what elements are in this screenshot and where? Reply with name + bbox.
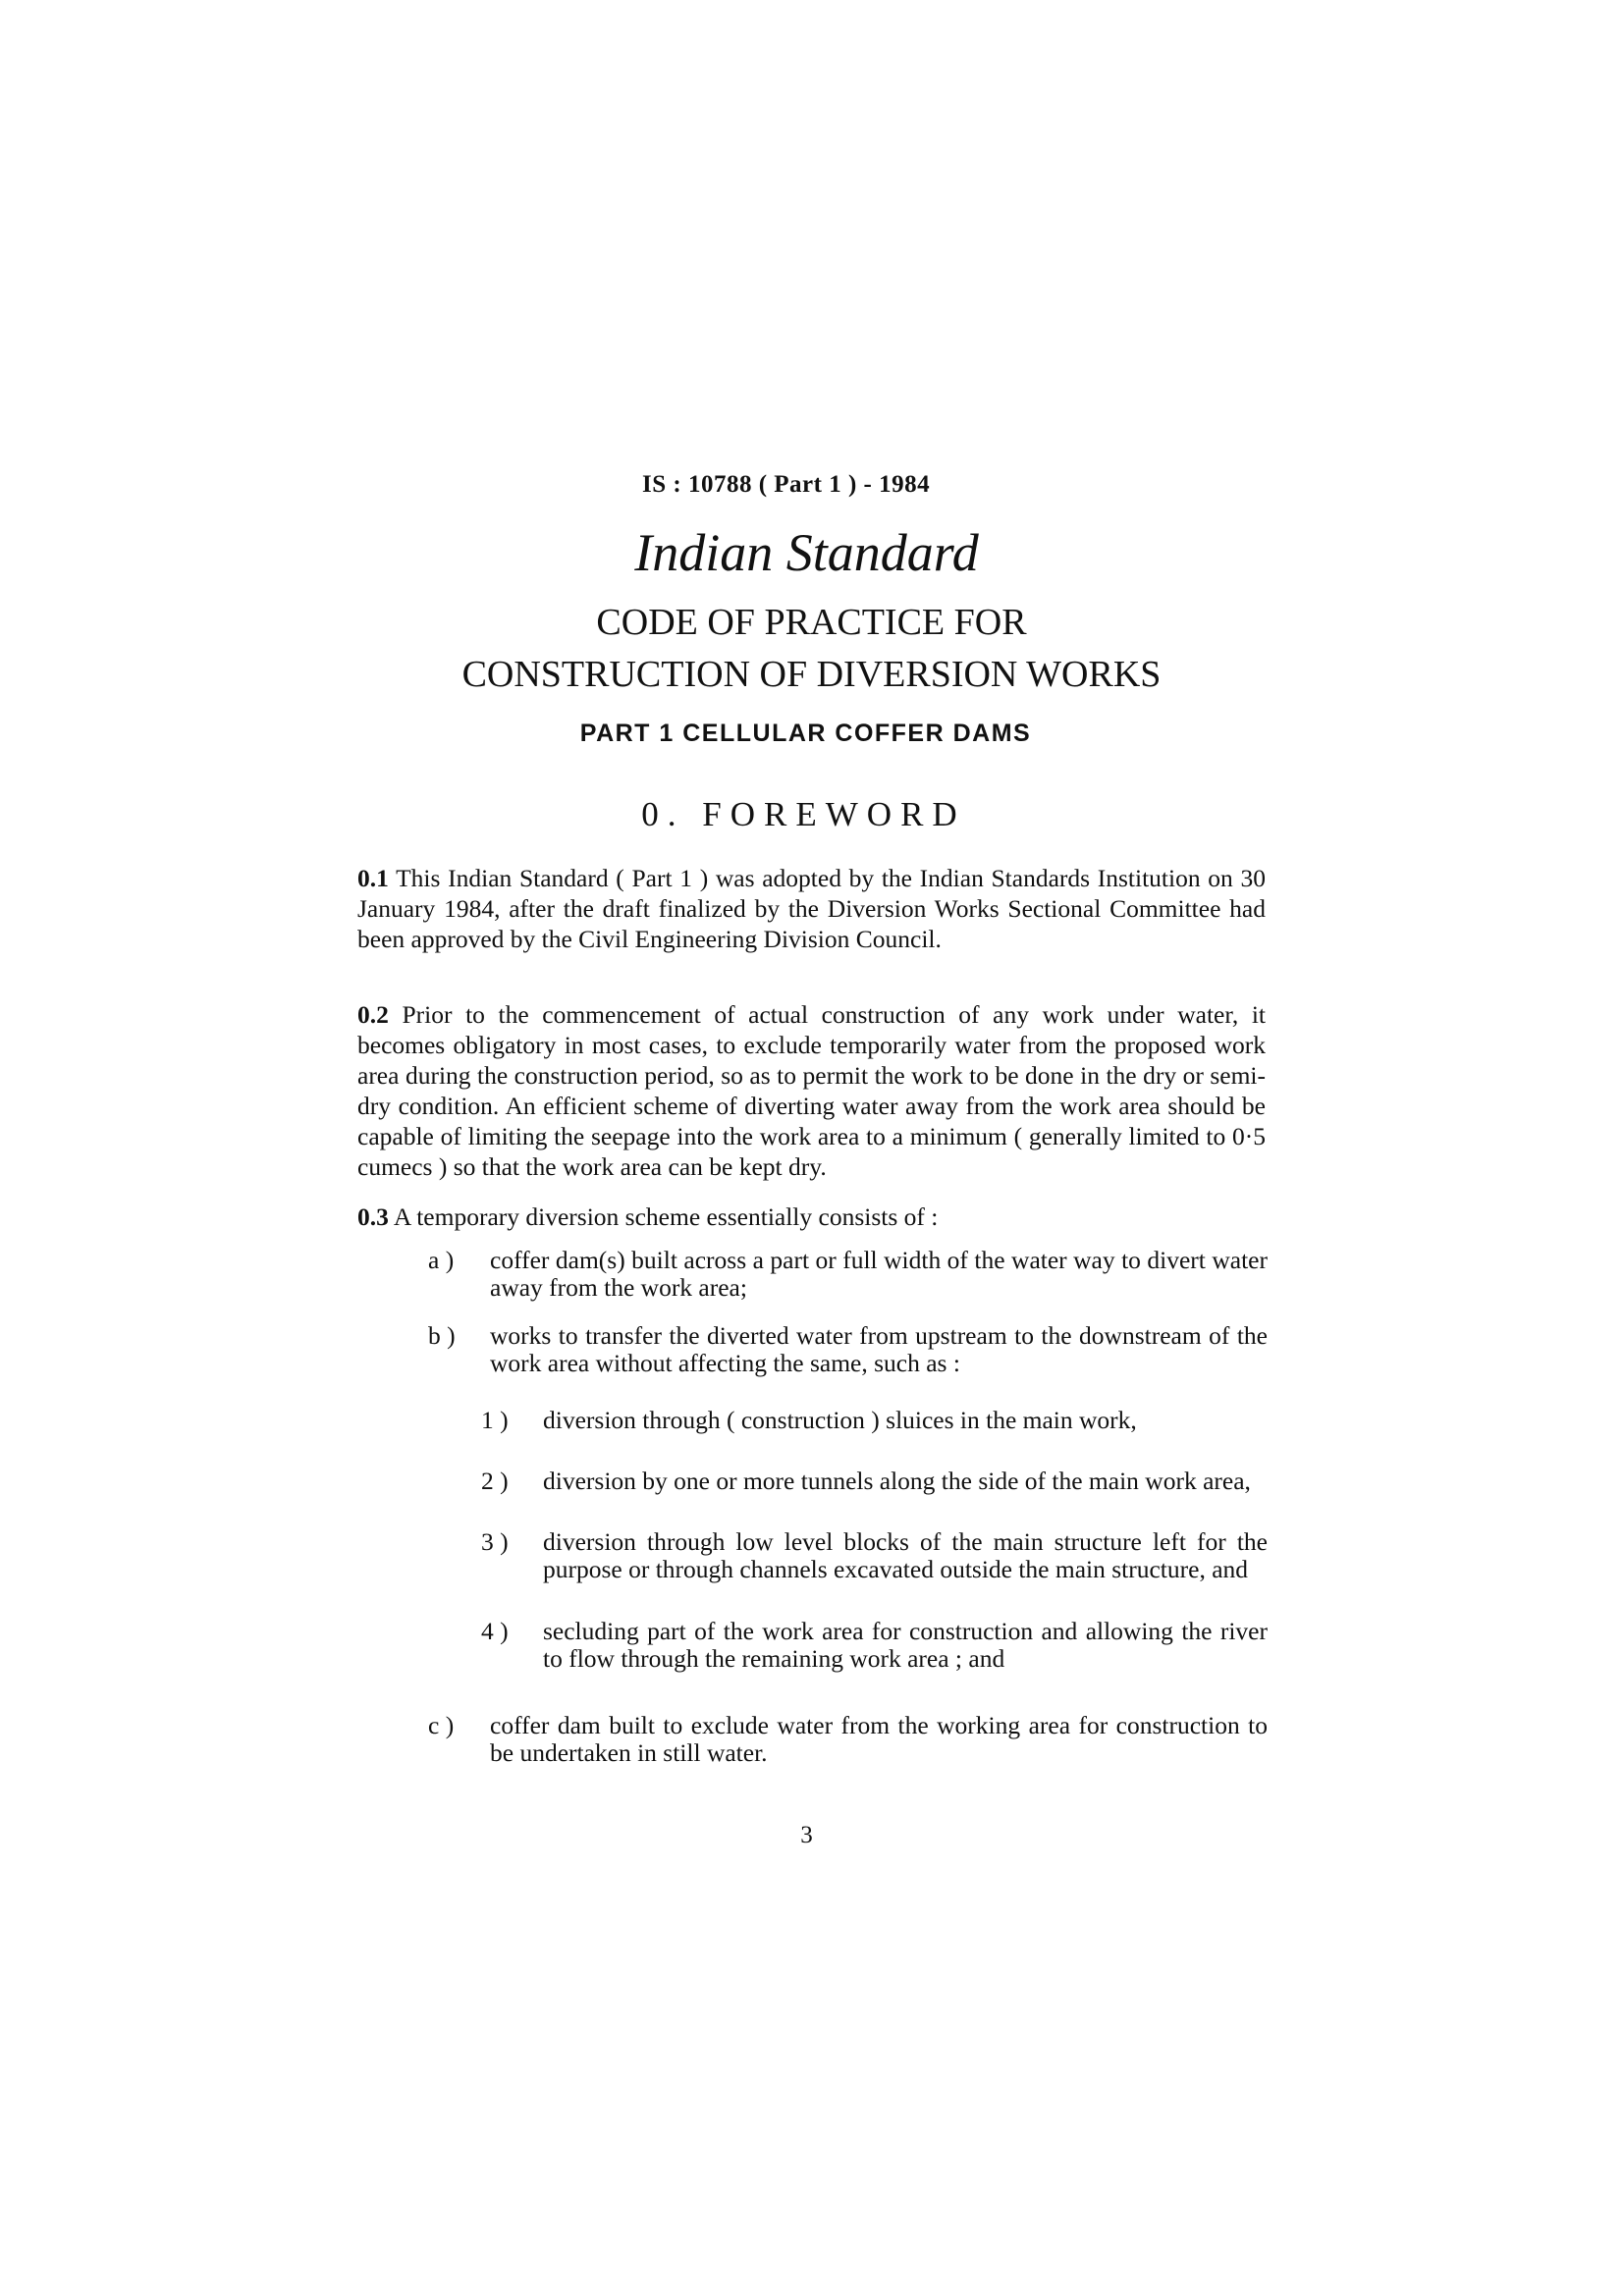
document-title-line-1: CODE OF PRACTICE FOR [596, 602, 1027, 643]
document-title-line-2: CONSTRUCTION OF DIVERSION WORKS [461, 654, 1162, 695]
list-marker: a ) [428, 1246, 455, 1274]
paragraph-0-1 [357, 863, 1266, 954]
sublist-item-text: diversion through low level blocks of the main structure left for the purpose or through channels excavated outside the main structure, and [543, 1527, 1268, 1583]
sublist-item-text: diversion by one or more tunnels along the side of the main work area, [543, 1467, 1251, 1495]
sublist-marker: 2 ) [481, 1467, 509, 1495]
paragraph-text: This Indian Standard ( Part 1 ) was adopted by the Indian Standards Institution on 30 January 1984, after the draft finalized by the Diversion Works Sectional Committee had been approved by the Civil Engineering Division Council. [357, 864, 1266, 953]
list-marker: c ) [428, 1711, 455, 1739]
paragraph-0-2 [357, 999, 1266, 1182]
sublist-item-text: secluding part of the work area for construction and allowing the river to flow through the remaining work area ; and [543, 1617, 1268, 1673]
paragraph-number: 0.2 [357, 1000, 389, 1029]
list-item-text: coffer dam(s) built across a part or full width of the water way to divert water away from the work area; [490, 1246, 1268, 1302]
document-title-italic: Indian Standard [634, 523, 979, 582]
section-heading-foreword: 0. FOREWORD [641, 795, 966, 833]
paragraph-number: 0.1 [357, 864, 389, 892]
standard-number: IS : 10788 ( Part 1 ) - 1984 [642, 471, 931, 498]
paragraph-number: 0.3 [357, 1202, 389, 1231]
part-subtitle: PART 1 CELLULAR COFFER DAMS [579, 720, 1032, 747]
sublist-marker: 4 ) [481, 1617, 509, 1645]
sublist-marker: 3 ) [481, 1527, 509, 1556]
sublist-item-text: diversion through ( construction ) sluices in the main work, [543, 1406, 1137, 1434]
paragraph-text: Prior to the commencement of actual construction of any work under water, it becomes obligatory in most cases, to exclude temporarily water from the proposed work area during the construction period, so as to permit the work to be done in the dry or semi-dry condition. An efficient scheme of diverting water away from the work area should be capable of limiting the seepage into the work area to a minimum ( generally limited to 0·5 cumecs ) so that the work area can be kept dry. [357, 1000, 1266, 1181]
list-item-text: coffer dam built to exclude water from the working area for construction to be undertaken in still water. [490, 1711, 1268, 1767]
page-number: 3 [800, 1822, 813, 1848]
paragraph-0-3 [357, 1201, 1266, 1232]
list-item-text: works to transfer the diverted water from upstream to the downstream of the work area without affecting the same, such as : [490, 1321, 1268, 1377]
list-marker: b ) [428, 1321, 456, 1350]
sublist-marker: 1 ) [481, 1406, 509, 1434]
paragraph-text: A temporary diversion scheme essentially consists of : [393, 1202, 939, 1231]
